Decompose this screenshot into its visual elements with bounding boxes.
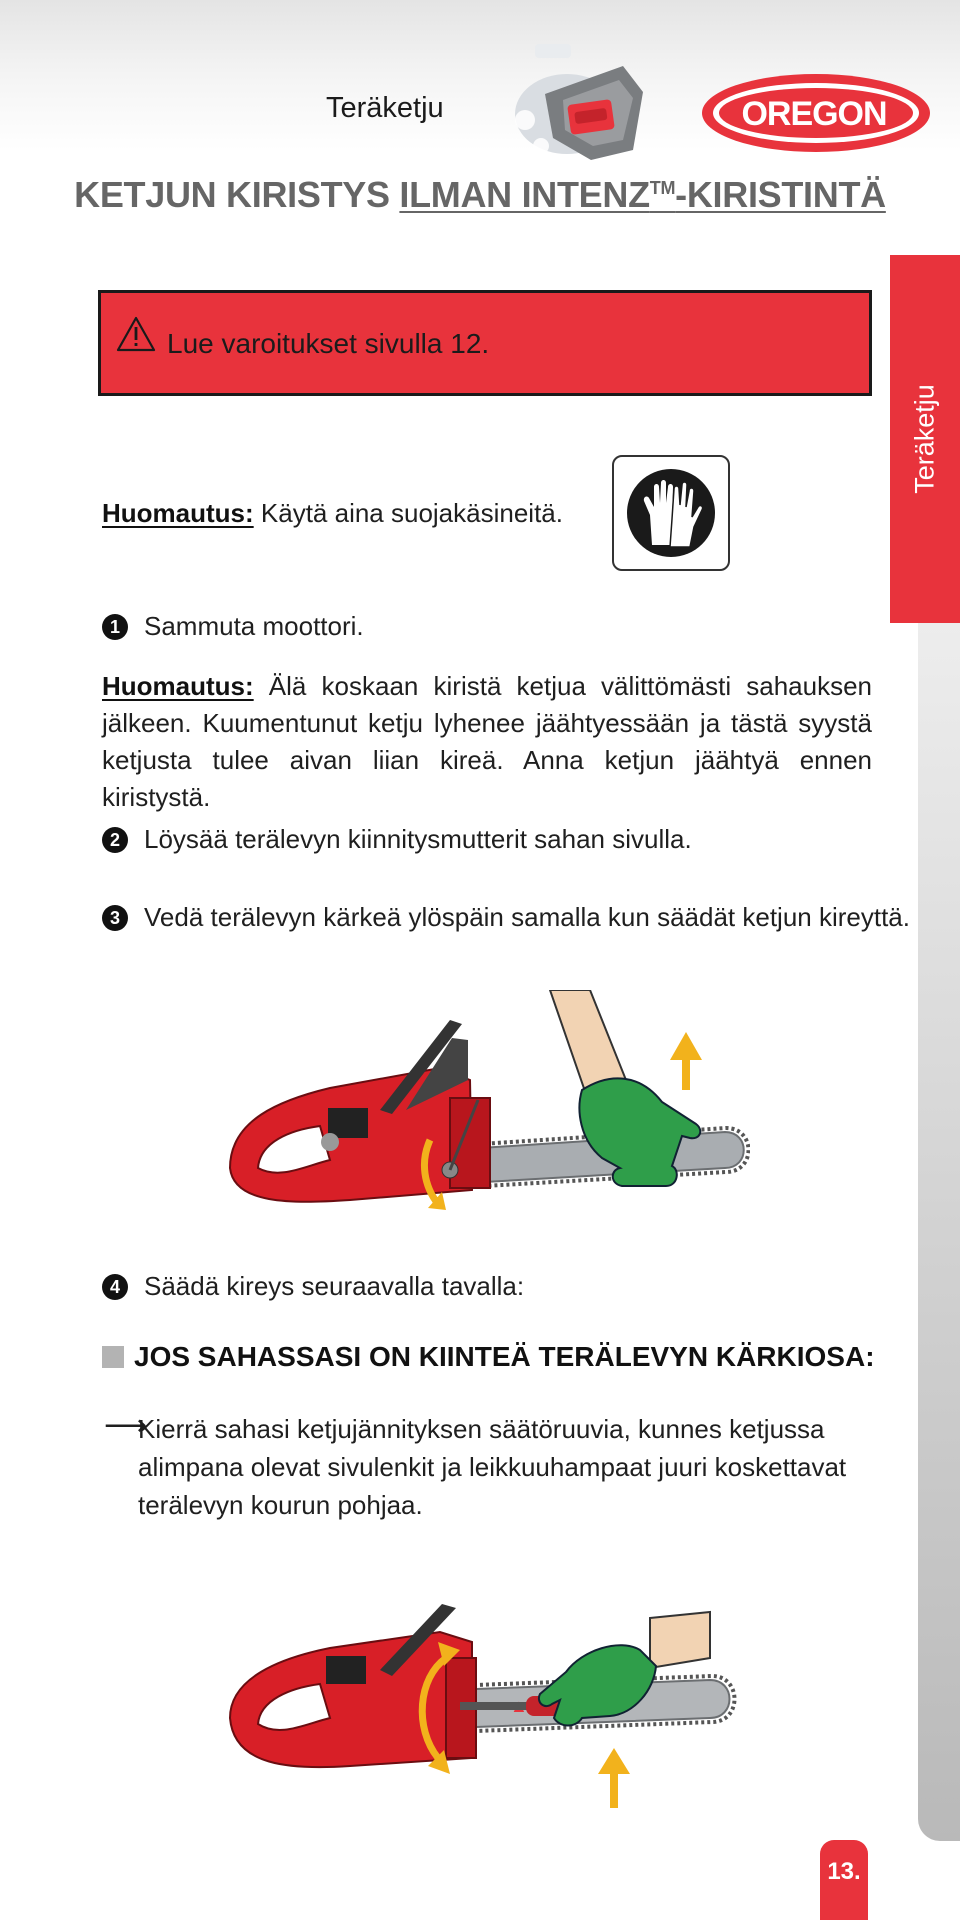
side-decorative-strip (918, 623, 960, 1841)
step-number: 4 (102, 1274, 128, 1300)
note-gloves: Huomautus: Käytä aina suojakäsineitä. (102, 498, 563, 528)
warning-text: Lue varoitukset sivulla 12. (167, 328, 490, 359)
step-2: 2 Löysää terälevyn kiinnitysmutterit sahan sivulla. (102, 821, 692, 858)
chain-product-thumbnail (505, 42, 655, 167)
instruction-adjust-screw: ⟶ Kierrä sahasi ketjujännityksen säätöruuvia, kunnes ketjussa alimpana olevat sivulenkit ja leikkuuhampaat juuri koskettavat terälevyn kourun pohjaa. (104, 1409, 847, 1520)
page-number-tab (820, 1840, 868, 1920)
step-1: 1 Sammuta moottori. (102, 608, 364, 645)
step-number: 2 (102, 827, 128, 853)
warning-triangle-icon (115, 315, 157, 353)
side-tab-label: Teräketju (909, 384, 940, 494)
oregon-logo (700, 72, 932, 154)
gloves-icon (614, 457, 728, 569)
step-number: 1 (102, 614, 128, 640)
square-bullet-icon (102, 1346, 124, 1368)
step-4: 4 Säädä kireys seuraavalla tavalla: (102, 1268, 524, 1305)
logo-text: OREGON (741, 95, 887, 133)
chainsaw-illustration-lift-bar (210, 990, 750, 1235)
subheading-fixed-nose: JOS SAHASSASI ON KIINTEÄ TERÄLEVYN KÄRKIOSA: (102, 1341, 875, 1373)
section-label: Teräketju (326, 92, 444, 124)
chainsaw-illustration-adjust-screw (210, 1598, 740, 1810)
page-title: KETJUN KIRISTYS ILMAN INTENZ™-KIRISTINTÄ (74, 174, 886, 215)
page-number: 13. (827, 1858, 861, 1885)
note-cooling: Huomautus: Älä koskaan kiristä ketjua välittömästi sahauksen jälkeen. Kuumentunut ketju lyhenee jäähtyessään ja tästä syystä ketjusta tulee aivan liian kireä. Anna ketjun jäähtyä ennen kiristystä. (102, 671, 872, 812)
warning-box (98, 290, 872, 396)
gloves-pictogram (612, 455, 730, 571)
step-number: 3 (102, 905, 128, 931)
step-3: 3 Vedä terälevyn kärkeä ylöspäin samalla kun säädät ketjun kireyttä. (102, 899, 910, 936)
arrow-right-icon: ⟶ (104, 1409, 148, 1442)
side-tab (890, 255, 960, 623)
